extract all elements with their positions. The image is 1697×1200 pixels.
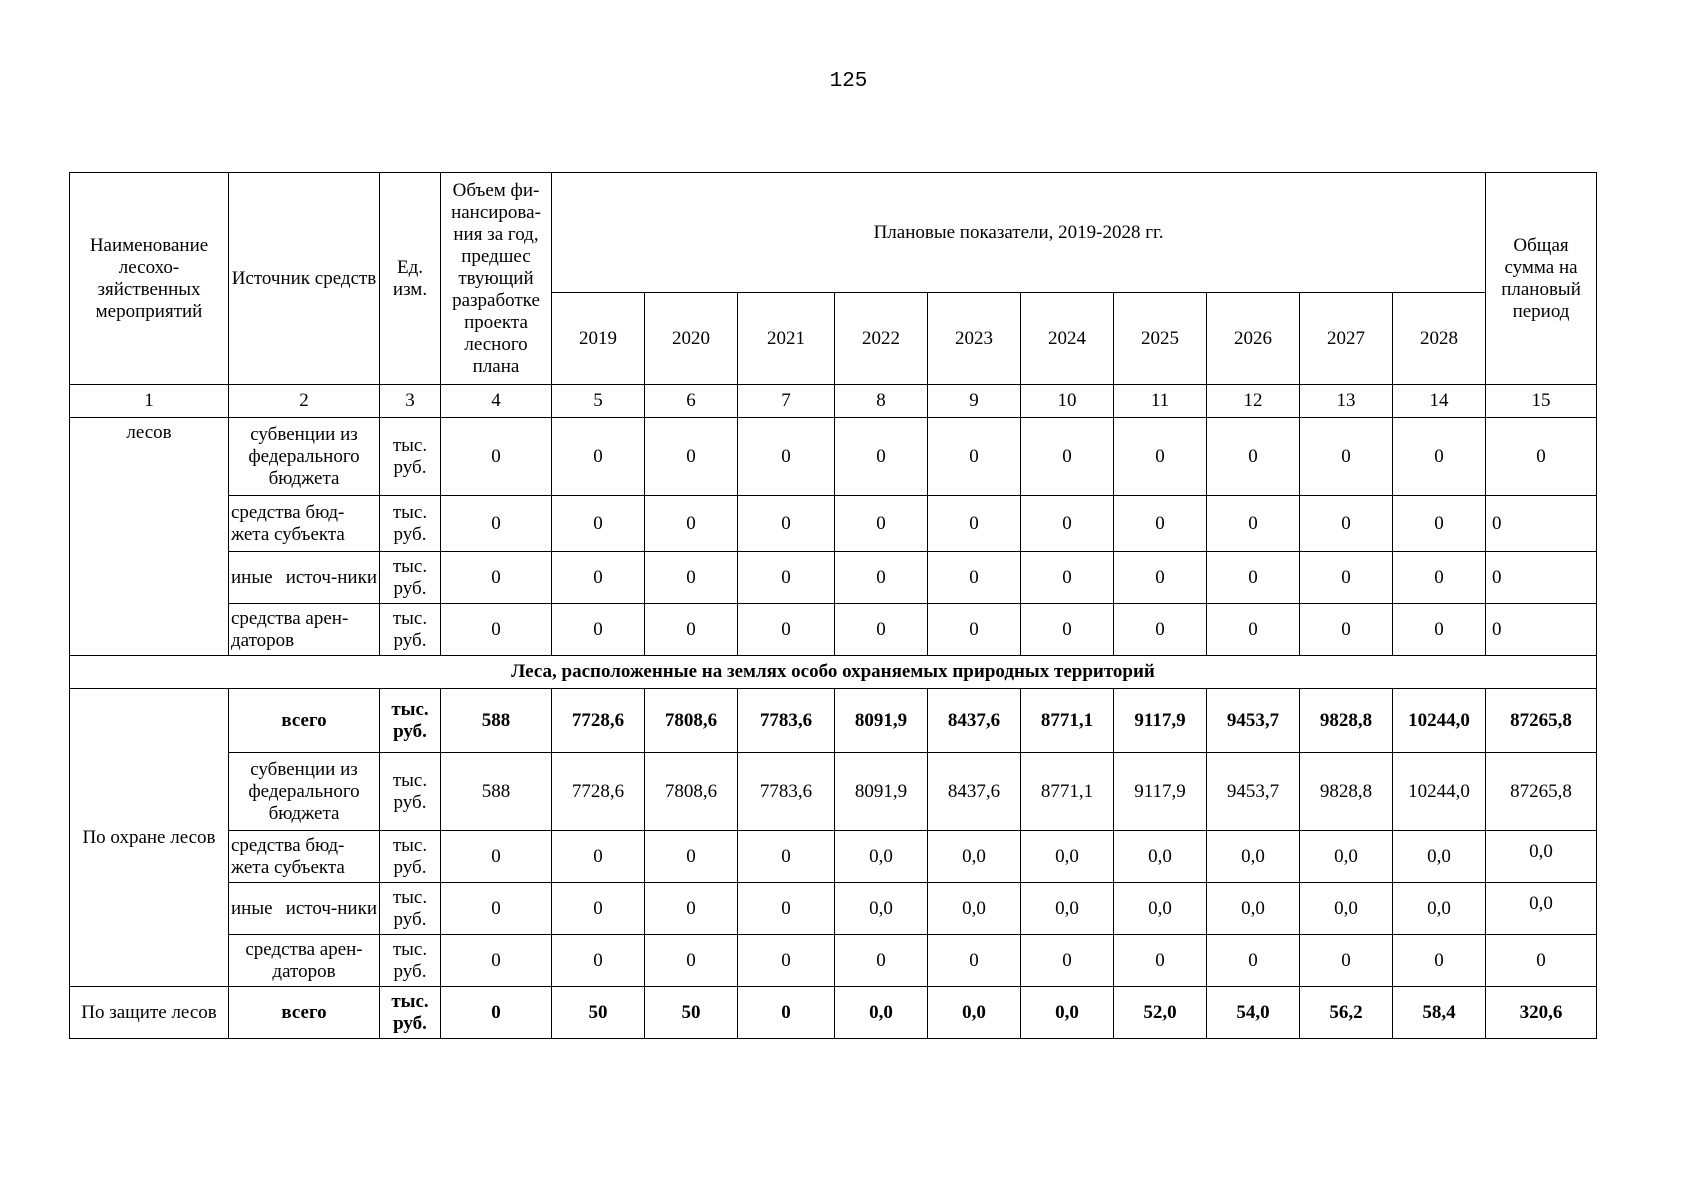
column-number: 4 xyxy=(441,385,552,418)
value-cell: 0 xyxy=(1300,496,1393,552)
value-cell: 0 xyxy=(1300,552,1393,604)
value-cell: 0 xyxy=(738,883,835,935)
source-cell: всего xyxy=(229,689,380,753)
value-cell: 0 xyxy=(441,418,552,496)
table-row xyxy=(70,496,1597,552)
unit-cell: тыс. руб. xyxy=(380,418,441,496)
column-number: 1 xyxy=(70,385,229,418)
value-cell: 588 xyxy=(441,753,552,831)
section-heading-row xyxy=(70,656,1597,689)
value-cell: 8771,1 xyxy=(1021,753,1114,831)
source-cell: субвенции из федерального бюджета xyxy=(229,753,380,831)
activity-name: По защите лесов xyxy=(70,987,229,1039)
value-cell: 0,0 xyxy=(928,883,1021,935)
value-cell: 50 xyxy=(645,987,738,1039)
value-cell: 10244,0 xyxy=(1393,689,1486,753)
column-number: 14 xyxy=(1393,385,1486,418)
unit-cell: тыс. руб. xyxy=(380,831,441,883)
value-cell: 0 xyxy=(1207,935,1300,987)
value-cell: 0 xyxy=(441,831,552,883)
column-number: 5 xyxy=(552,385,645,418)
column-number: 10 xyxy=(1021,385,1114,418)
value-cell: 7808,6 xyxy=(645,753,738,831)
value-cell: 0 xyxy=(1300,935,1393,987)
column-number: 15 xyxy=(1486,385,1597,418)
value-cell: 0 xyxy=(1114,935,1207,987)
value-cell: 0,0 xyxy=(835,831,928,883)
header-prior-year-volume: Объем фи-нансирова-ния за год, предшес твующий разработке проекта лесного плана xyxy=(441,173,552,385)
value-cell: 7783,6 xyxy=(738,689,835,753)
column-number: 3 xyxy=(380,385,441,418)
value-cell: 0 xyxy=(552,496,645,552)
table-row xyxy=(70,883,1597,935)
value-cell: 0 xyxy=(835,418,928,496)
value-cell: 7808,6 xyxy=(645,689,738,753)
total-cell: 87265,8 xyxy=(1486,753,1597,831)
financing-table xyxy=(69,172,1597,1039)
column-number: 13 xyxy=(1300,385,1393,418)
value-cell: 0,0 xyxy=(1393,883,1486,935)
value-cell: 0,0 xyxy=(1207,883,1300,935)
value-cell: 50 xyxy=(552,987,645,1039)
value-cell: 0 xyxy=(1021,552,1114,604)
value-cell: 0 xyxy=(738,418,835,496)
value-cell: 0 xyxy=(738,831,835,883)
value-cell: 0 xyxy=(441,987,552,1039)
value-cell: 8437,6 xyxy=(928,689,1021,753)
value-cell: 0,0 xyxy=(835,883,928,935)
total-cell: 0 xyxy=(1486,418,1597,496)
value-cell: 8437,6 xyxy=(928,753,1021,831)
value-cell: 0,0 xyxy=(1114,883,1207,935)
unit-cell: тыс. руб. xyxy=(380,689,441,753)
source-cell: средства арен-даторов xyxy=(229,604,380,656)
value-cell: 7728,6 xyxy=(552,753,645,831)
source-cell: средства арен-даторов xyxy=(229,935,380,987)
value-cell: 0 xyxy=(552,831,645,883)
value-cell: 8091,9 xyxy=(835,753,928,831)
value-cell: 0 xyxy=(835,604,928,656)
column-number: 7 xyxy=(738,385,835,418)
value-cell: 0 xyxy=(441,604,552,656)
value-cell: 0 xyxy=(1393,604,1486,656)
value-cell: 0 xyxy=(1207,496,1300,552)
value-cell: 0 xyxy=(835,552,928,604)
page-number: 125 xyxy=(829,70,868,93)
total-cell: 320,6 xyxy=(1486,987,1597,1039)
value-cell: 7728,6 xyxy=(552,689,645,753)
value-cell: 9117,9 xyxy=(1114,753,1207,831)
value-cell: 0 xyxy=(1021,604,1114,656)
header-total: Общая сумма на плановый период xyxy=(1486,173,1597,385)
value-cell: 0,0 xyxy=(1021,987,1114,1039)
column-number: 11 xyxy=(1114,385,1207,418)
header-year: 2026 xyxy=(1207,293,1300,385)
value-cell: 0 xyxy=(928,604,1021,656)
value-cell: 0 xyxy=(1114,418,1207,496)
value-cell: 52,0 xyxy=(1114,987,1207,1039)
value-cell: 0 xyxy=(1021,935,1114,987)
source-cell: средства бюд-жета субъекта xyxy=(229,831,380,883)
value-cell: 0,0 xyxy=(928,831,1021,883)
header-year: 2025 xyxy=(1114,293,1207,385)
table-row xyxy=(70,418,1597,496)
header-year: 2024 xyxy=(1021,293,1114,385)
header-year: 2021 xyxy=(738,293,835,385)
value-cell: 0 xyxy=(645,418,738,496)
value-cell: 54,0 xyxy=(1207,987,1300,1039)
source-cell: средства бюд-жета субъекта xyxy=(229,496,380,552)
value-cell: 0 xyxy=(552,552,645,604)
value-cell: 0 xyxy=(1114,552,1207,604)
total-cell: 0 xyxy=(1486,496,1597,552)
column-number: 2 xyxy=(229,385,380,418)
total-cell: 87265,8 xyxy=(1486,689,1597,753)
value-cell: 58,4 xyxy=(1393,987,1486,1039)
value-cell: 0 xyxy=(552,883,645,935)
value-cell: 0 xyxy=(1021,418,1114,496)
header-year: 2028 xyxy=(1393,293,1486,385)
value-cell: 0 xyxy=(835,935,928,987)
value-cell: 0 xyxy=(552,935,645,987)
value-cell: 0,0 xyxy=(1021,883,1114,935)
value-cell: 0 xyxy=(1393,496,1486,552)
value-cell: 0 xyxy=(1300,418,1393,496)
column-number: 8 xyxy=(835,385,928,418)
header-row-1 xyxy=(70,173,1597,293)
value-cell: 0 xyxy=(1207,604,1300,656)
value-cell: 0 xyxy=(1207,552,1300,604)
value-cell: 0 xyxy=(1114,604,1207,656)
table-row xyxy=(70,552,1597,604)
unit-cell: тыс. руб. xyxy=(380,552,441,604)
value-cell: 0 xyxy=(645,552,738,604)
activity-name: По охране лесов xyxy=(70,689,229,987)
value-cell: 9117,9 xyxy=(1114,689,1207,753)
value-cell: 0,0 xyxy=(835,987,928,1039)
value-cell: 0,0 xyxy=(1300,831,1393,883)
value-cell: 0,0 xyxy=(1393,831,1486,883)
column-number: 6 xyxy=(645,385,738,418)
table-row xyxy=(70,987,1597,1039)
total-cell: 0 xyxy=(1486,935,1597,987)
column-number-row xyxy=(70,385,1597,418)
value-cell: 0 xyxy=(1393,552,1486,604)
header-year: 2020 xyxy=(645,293,738,385)
table-row xyxy=(70,753,1597,831)
value-cell: 9828,8 xyxy=(1300,753,1393,831)
source-cell: иные источ-ники xyxy=(229,883,380,935)
value-cell: 0 xyxy=(645,604,738,656)
value-cell: 0 xyxy=(645,935,738,987)
activity-name: лесов xyxy=(70,418,229,656)
source-cell: всего xyxy=(229,987,380,1039)
value-cell: 0 xyxy=(738,987,835,1039)
value-cell: 588 xyxy=(441,689,552,753)
value-cell: 0 xyxy=(928,552,1021,604)
value-cell: 7783,6 xyxy=(738,753,835,831)
unit-cell: тыс. руб. xyxy=(380,987,441,1039)
unit-cell: тыс. руб. xyxy=(380,604,441,656)
value-cell: 0,0 xyxy=(1207,831,1300,883)
header-year: 2023 xyxy=(928,293,1021,385)
value-cell: 0 xyxy=(441,935,552,987)
unit-cell: тыс. руб. xyxy=(380,753,441,831)
unit-cell: тыс. руб. xyxy=(380,496,441,552)
value-cell: 0,0 xyxy=(1300,883,1393,935)
value-cell: 0 xyxy=(441,552,552,604)
header-activity-name: Наименование лесохо-зяйственных мероприятий xyxy=(70,173,229,385)
section-heading: Леса, расположенные на землях особо охраняемых природных территорий xyxy=(70,656,1597,689)
total-cell: 0 xyxy=(1486,604,1597,656)
value-cell: 0 xyxy=(441,496,552,552)
value-cell: 0 xyxy=(738,496,835,552)
value-cell: 0 xyxy=(1300,604,1393,656)
unit-cell: тыс. руб. xyxy=(380,935,441,987)
value-cell: 56,2 xyxy=(1300,987,1393,1039)
value-cell: 0 xyxy=(645,496,738,552)
header-year: 2019 xyxy=(552,293,645,385)
value-cell: 0 xyxy=(1021,496,1114,552)
value-cell: 0,0 xyxy=(1114,831,1207,883)
header-unit: Ед. изм. xyxy=(380,173,441,385)
value-cell: 0 xyxy=(645,831,738,883)
value-cell: 0 xyxy=(928,418,1021,496)
value-cell: 9453,7 xyxy=(1207,753,1300,831)
value-cell: 0 xyxy=(552,418,645,496)
value-cell: 0 xyxy=(928,935,1021,987)
value-cell: 9453,7 xyxy=(1207,689,1300,753)
value-cell: 8091,9 xyxy=(835,689,928,753)
total-cell: 0,0 xyxy=(1486,883,1597,935)
source-cell: иные источ-ники xyxy=(229,552,380,604)
value-cell: 0,0 xyxy=(928,987,1021,1039)
value-cell: 0 xyxy=(645,883,738,935)
value-cell: 0 xyxy=(1393,418,1486,496)
value-cell: 0 xyxy=(1393,935,1486,987)
value-cell: 0 xyxy=(552,604,645,656)
value-cell: 9828,8 xyxy=(1300,689,1393,753)
value-cell: 0 xyxy=(1207,418,1300,496)
total-cell: 0 xyxy=(1486,552,1597,604)
value-cell: 0 xyxy=(835,496,928,552)
table-row xyxy=(70,831,1597,883)
value-cell: 0 xyxy=(928,496,1021,552)
header-year: 2027 xyxy=(1300,293,1393,385)
header-plan-indicators: Плановые показатели, 2019-2028 гг. xyxy=(552,173,1486,293)
header-source: Источник средств xyxy=(229,173,380,385)
table-row xyxy=(70,604,1597,656)
value-cell: 10244,0 xyxy=(1393,753,1486,831)
table-row xyxy=(70,689,1597,753)
value-cell: 0 xyxy=(738,552,835,604)
column-number: 9 xyxy=(928,385,1021,418)
column-number: 12 xyxy=(1207,385,1300,418)
value-cell: 0 xyxy=(441,883,552,935)
value-cell: 8771,1 xyxy=(1021,689,1114,753)
value-cell: 0,0 xyxy=(1021,831,1114,883)
total-cell: 0,0 xyxy=(1486,831,1597,883)
header-year: 2022 xyxy=(835,293,928,385)
table-row xyxy=(70,935,1597,987)
value-cell: 0 xyxy=(738,604,835,656)
value-cell: 0 xyxy=(1114,496,1207,552)
unit-cell: тыс. руб. xyxy=(380,883,441,935)
value-cell: 0 xyxy=(738,935,835,987)
source-cell: субвенции из федерального бюджета xyxy=(229,418,380,496)
